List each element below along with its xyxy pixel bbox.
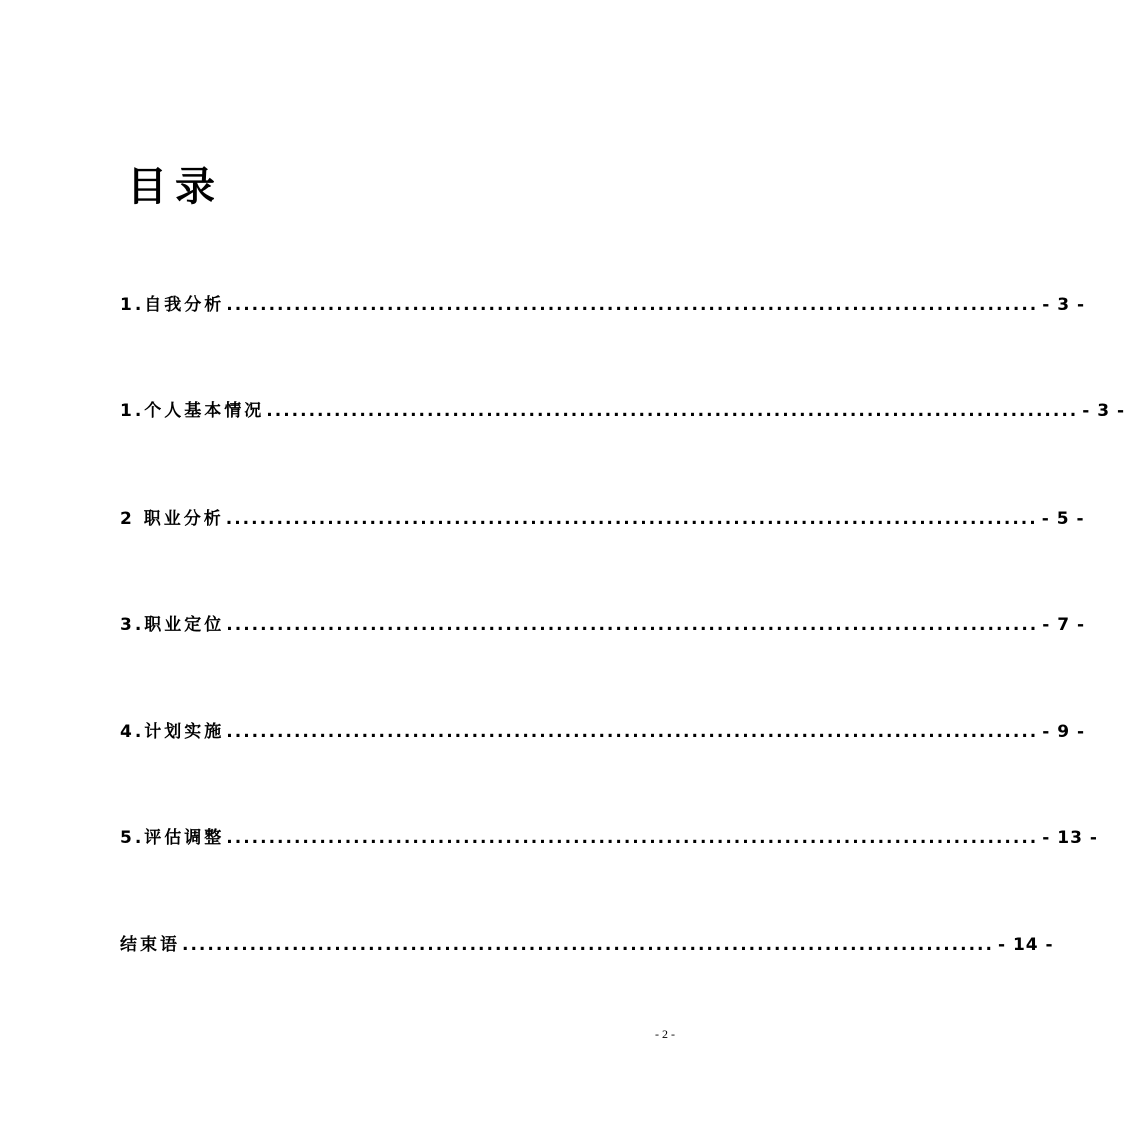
toc-entry-basic-info[interactable] xyxy=(120,398,1125,424)
toc-entry-label: 2 职业分析 xyxy=(120,509,224,529)
toc-dot-leader: ................................................................................................ xyxy=(226,615,1039,635)
toc-page-number: - 3 - xyxy=(1042,295,1086,315)
toc-entry-label: 1.自我分析 xyxy=(120,295,225,315)
toc-page-number: - 7 - xyxy=(1042,615,1086,635)
toc-dot-leader: ................................................................................................ xyxy=(182,935,994,955)
toc-entry-label: 结束语 xyxy=(120,935,180,955)
toc-dot-leader: ................................................................................................ xyxy=(226,722,1039,742)
page-title: 目录 xyxy=(127,164,223,210)
toc-entry-evaluation[interactable] xyxy=(120,825,1098,851)
toc-entry-self-analysis[interactable] xyxy=(120,292,1086,318)
toc-dot-leader: ................................................................................................ xyxy=(225,509,1038,529)
toc-dot-leader: ................................................................................................ xyxy=(226,295,1039,315)
toc-entry-label: 4.计划实施 xyxy=(120,722,225,742)
toc-entry-label: 1.个人基本情况 xyxy=(120,401,265,421)
toc-entry-career-analysis[interactable] xyxy=(120,506,1085,532)
page-footer-number: - 2 - xyxy=(655,1027,675,1041)
toc-dot-leader: ................................................................................................ xyxy=(226,828,1039,848)
toc-page-number: - 9 - xyxy=(1042,722,1086,742)
toc-entry-conclusion[interactable] xyxy=(120,932,1054,958)
toc-entry-plan-implementation[interactable] xyxy=(120,719,1086,745)
toc-page-number: - 13 - xyxy=(1042,828,1098,848)
toc-entry-label: 3.职业定位 xyxy=(120,615,225,635)
toc-page-number: - 14 - xyxy=(997,935,1054,955)
toc-page-number: - 3 - xyxy=(1082,401,1125,421)
toc-page-number: - 5 - xyxy=(1041,509,1085,529)
toc-entry-label: 5.评估调整 xyxy=(120,828,225,848)
toc-dot-leader: ................................................................................................ xyxy=(266,401,1079,421)
toc-entry-career-positioning[interactable] xyxy=(120,612,1086,638)
